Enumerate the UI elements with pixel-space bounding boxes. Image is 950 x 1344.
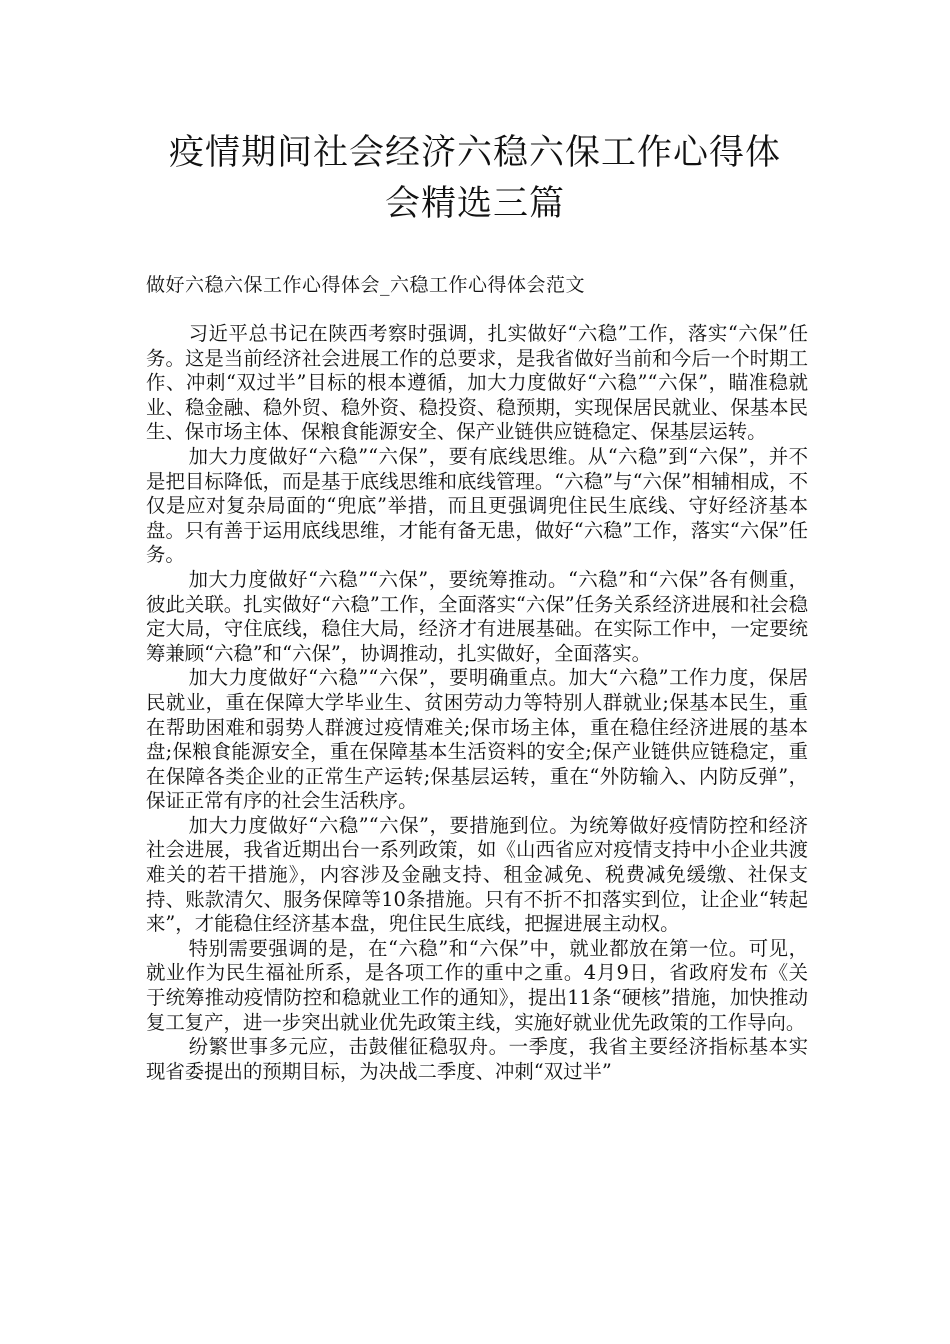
paragraph: 加大力度做好“六稳”“六保”，要明确重点。加大“六稳”工作力度，保居民就业，重在保障大学毕业生、贫困劳动力等特别人群就业;保基本民生，重在帮助困难和弱势人群渡过疫情难关;保市场主体，重在稳住经济进展的基本盘;保粮食能源安全，重在保障基本生活资料的安全;保产业链供应链稳定，重在保障各类企业的正常生产运转;保基层运转，重在“外防输入、内防反弹”，保证正常有序的社会生活秩序。 — [146, 666, 808, 813]
paragraph: 加大力度做好“六稳”“六保”，要措施到位。为统筹做好疫情防控和经济社会进展，我省近期出台一系列政策，如《山西省应对疫情支持中小企业共渡难关的若干措施》，内容涉及金融支持、租金减免、税费减免缓缴、社保支持、账款清欠、服务保障等10条措施。只有不折不扣落实到位，让企业“转起来”，才能稳住经济基本盘，兜住民生底线，把握进展主动权。 — [146, 813, 808, 936]
title-line-2: 会精选三篇 — [384, 184, 565, 224]
paragraph: 特别需要强调的是，在“六稳”和“六保”中，就业都放在第一位。可见，就业作为民生福祉所系，是各项工作的重中之重。4月9日，省政府发布《关于统筹推动疫情防控和稳就业工作的通知》，提出11条“硬核”措施，加快推动复工复产，进一步突出就业优先政策主线，实施好就业优先政策的工作导向。 — [146, 936, 808, 1034]
paragraph: 纷繁世事多元应，击鼓催征稳驭舟。一季度，我省主要经济指标基本实现省委提出的预期目标，为决战二季度、冲刺“双过半” — [146, 1035, 808, 1083]
paragraph: 加大力度做好“六稳”“六保”，要统筹推动。“六稳”和“六保”各有侧重，彼此关联。扎实做好“六稳”工作，全面落实“六保”任务关系经济进展和社会稳定大局，守住底线，稳住大局，经济才有进展基础。在实际工作中，一定要统筹兼顾“六稳”和“六保”，协调推动，扎实做好，全面落实。 — [146, 567, 808, 665]
paragraph: 习近平总书记在陕西考察时强调，扎实做好“六稳”工作，落实“六保”任务。这是当前经济社会进展工作的总要求，是我省做好当前和今后一个时期工作、冲刺“双过半”目标的根本遵循，加大力度做好“六稳”“六保”，瞄准稳就业、稳金融、稳外贸、稳外资、稳投资、稳预期，实现保居民就业、保基本民生、保市场主体、保粮食能源安全、保产业链供应链稳定、保基层运转。 — [146, 322, 808, 444]
document-body — [146, 322, 808, 1084]
paragraph: 加大力度做好“六稳”“六保”，要有底线思维。从“六稳”到“六保”，并不是把目标降低，而是基于底线思维和底线管理。“六稳”与“六保”相辅相成，不仅是应对复杂局面的“兜底”举措，而且更强调兜住民生底线、守好经济基本盘。只有善于运用底线思维，才能有备无患，做好“六稳”工作，落实“六保”任务。 — [146, 444, 808, 567]
title-line-1: 疫情期间社会经济六稳六保工作心得体 — [168, 133, 781, 173]
document-title — [120, 128, 830, 230]
document-subtitle: 做好六稳六保工作心得体会_六稳工作心得体会范文 — [146, 274, 586, 296]
